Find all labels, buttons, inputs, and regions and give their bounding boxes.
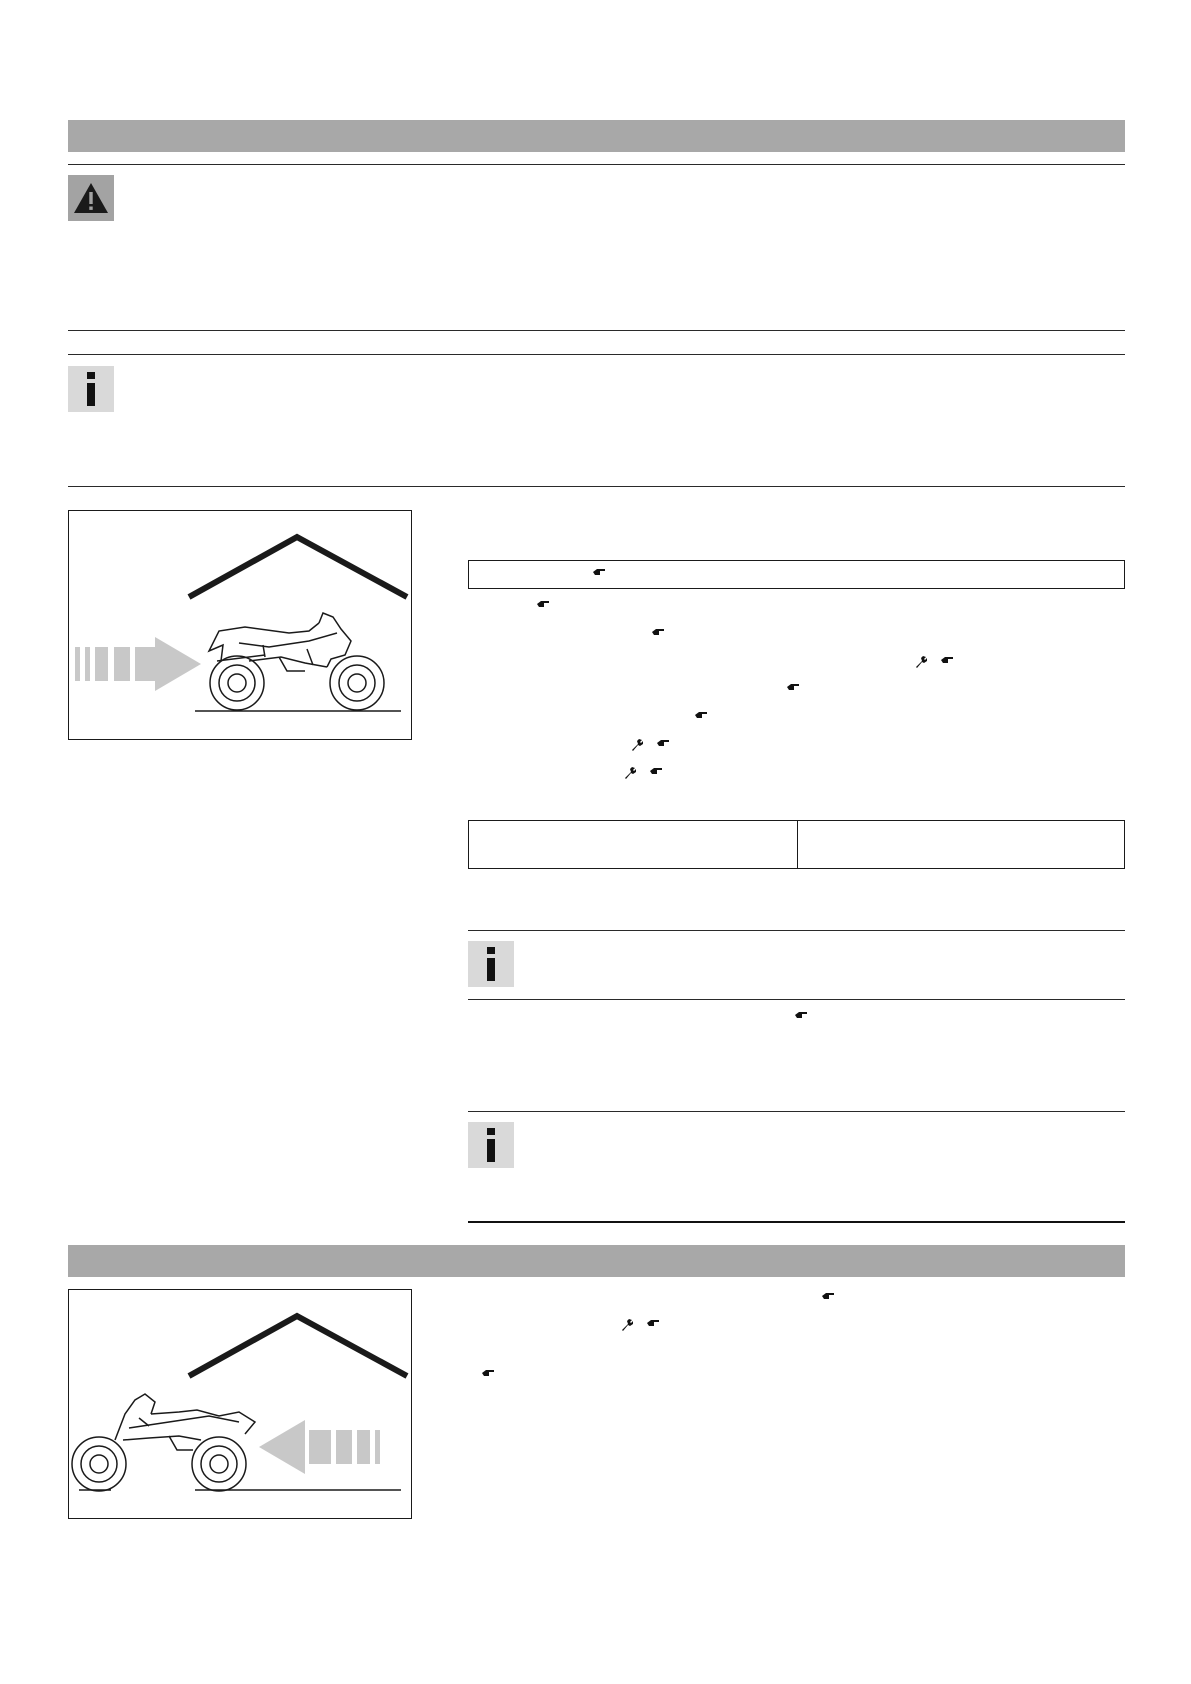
info-icon xyxy=(81,371,101,407)
warning-triangle-icon xyxy=(72,181,110,215)
motion-arrow-in xyxy=(75,637,201,691)
pointing-hand-icon xyxy=(656,738,670,748)
wrench-icon xyxy=(620,1318,634,1332)
atv-drawing xyxy=(72,1394,255,1491)
wrench-icon xyxy=(623,766,637,780)
condition-box xyxy=(468,560,1125,589)
info-box xyxy=(468,941,514,987)
divider xyxy=(468,1111,1125,1112)
divider xyxy=(68,330,1125,331)
pointing-hand-icon xyxy=(651,627,665,637)
divider xyxy=(468,1221,1125,1223)
wrench-icon xyxy=(914,655,928,669)
divider xyxy=(68,354,1125,355)
warning-box xyxy=(68,175,114,221)
spec-table xyxy=(468,820,1125,869)
pointing-hand-icon xyxy=(481,1368,495,1378)
section-header-bar-storage xyxy=(68,120,1125,152)
roof-shape xyxy=(189,537,407,597)
pointing-hand-icon xyxy=(786,682,800,692)
pointing-hand-icon xyxy=(649,766,663,776)
pointing-hand-icon xyxy=(940,655,954,665)
divider xyxy=(68,164,1125,165)
divider xyxy=(468,999,1125,1000)
pointing-hand-icon xyxy=(536,599,550,609)
pointing-hand-icon xyxy=(592,567,606,577)
divider xyxy=(468,930,1125,931)
pointing-hand-icon xyxy=(646,1318,660,1328)
figure-vehicle-into-storage xyxy=(68,510,412,740)
pointing-hand-icon xyxy=(794,1010,808,1020)
roof-shape xyxy=(189,1316,407,1376)
pointing-hand-icon xyxy=(694,710,708,720)
info-icon xyxy=(481,946,501,982)
info-box xyxy=(468,1122,514,1168)
info-icon xyxy=(481,1127,501,1163)
section-header-bar-after-storage xyxy=(68,1245,1125,1277)
info-box xyxy=(68,366,114,412)
pointing-hand-icon xyxy=(821,1291,835,1301)
divider xyxy=(68,486,1125,487)
wrench-icon xyxy=(630,738,644,752)
figure-vehicle-out-of-storage xyxy=(68,1289,412,1519)
motion-arrow-out xyxy=(259,1420,380,1474)
spec-table-divider xyxy=(797,821,798,868)
atv-drawing xyxy=(209,613,384,710)
